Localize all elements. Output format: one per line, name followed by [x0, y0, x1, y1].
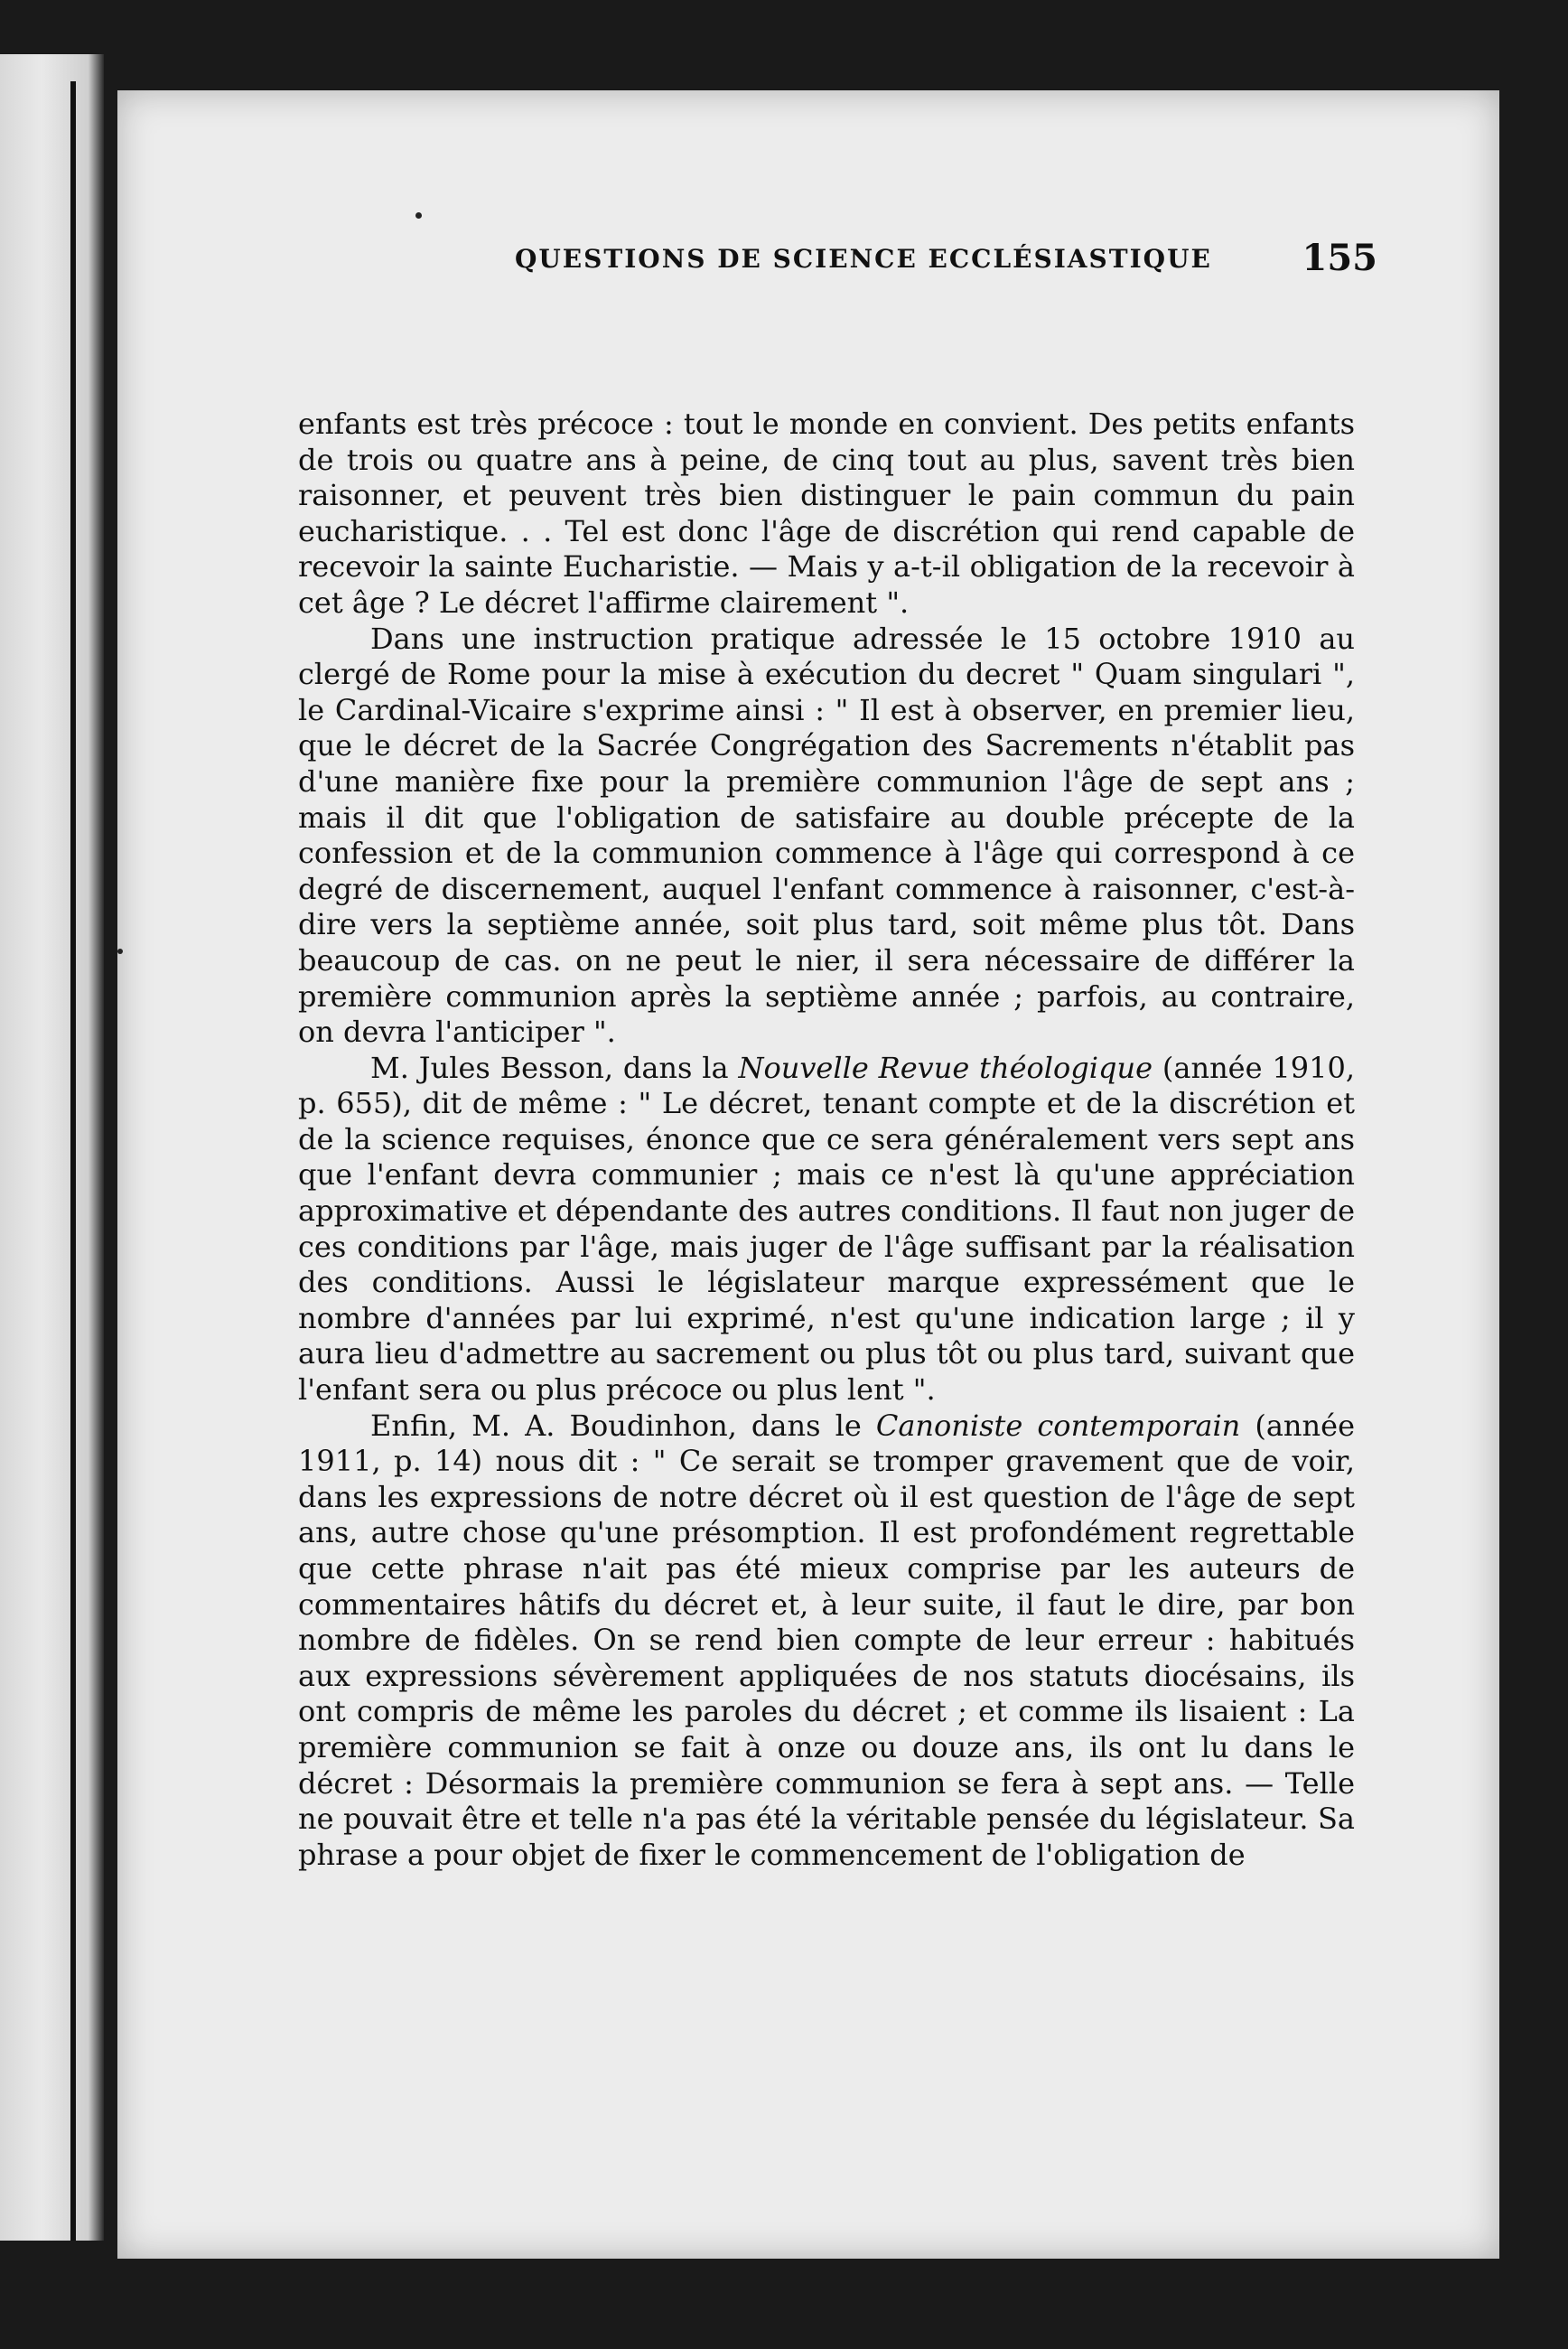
text-run: M. Jules Besson, dans la [370, 1050, 739, 1085]
paragraph: Dans une instruction pratique adressée le 15 octobre 1910 au clergé de Rome pour la mise à exécution du decret " Quam singulari ", le Cardinal-Vicaire s'exprime ainsi : " Il est à observer, en premier lieu, que le décret de la Sacrée Congrégation des Sacrements n'établit pas d'une manière fixe pour la première communion l'âge de sept ans ; mais il dit que l'obligation de satisfaire au double précepte de la confession et de la communion commence à l'âge qui correspond à ce degré de discernement, auquel l'enfant commence à raisonner, c'est-à-dire vers la septième année, soit plus tard, soit même plus tôt. Dans beaucoup de cas. on ne peut le nier, il sera nécessaire de différer la première communion après la septième année ; parfois, au contraire, on devra l'anticiper ". [298, 621, 1355, 1050]
ink-speck [117, 949, 123, 954]
page-number: 155 [1302, 237, 1377, 279]
journal-title: Canoniste contemporain [875, 1408, 1241, 1443]
binding-shadow [70, 81, 76, 2241]
ink-speck [415, 212, 422, 219]
adjacent-page-edge [0, 54, 104, 2241]
paragraph-continued: enfants est très précoce : tout le monde en convient. Des petits enfants de trois ou quatre ans à peine, de cinq tout au plus, savent très bien raisonner, et peuvent très bien distinguer le pain commun du pain eucharistique. . . Tel est donc l'âge de discrétion qui rend capable de recevoir la sainte Eucharistie. — Mais y a-t-il obligation de la recevoir à cet âge ? Le décret l'affirme clairement ". [298, 407, 1355, 620]
journal-title: Nouvelle Revue théologique [738, 1050, 1153, 1085]
text-run: Enfin, M. A. Boudinhon, dans le [370, 1408, 876, 1443]
body-text [298, 407, 1355, 1873]
running-title: QUESTIONS DE SCIENCE ECCLÉSIASTIQUE [515, 244, 1212, 274]
running-head [397, 237, 1377, 282]
paragraph [298, 1408, 1355, 1874]
paragraph [298, 1051, 1355, 1408]
text-run: (année 1911, p. 14) nous dit : " Ce serait se tromper gravement que de voir, dans les expressions de notre décret où il est question de l'âge de sept ans, autre chose qu'une présomption. Il est profondément regrettable que cette phrase n'ait pas été mieux comprise par les auteurs de commentaires hâtifs du décret et, à leur suite, il faut le dire, par bon nombre de fidèles. On se rend bien compte de leur erreur : habitués aux expressions sévèrement appliquées de nos statuts diocésains, ils ont compris de même les paroles du décret ; et comme ils lisaient : La première communion se fait à onze ou douze ans, ils ont lu dans le décret : Désormais la première communion se fera à sept ans. — Telle ne pouvait être et telle n'a pas été la véritable pensée du législateur. Sa phrase a pour objet de fixer le commencement de l'obligation de [298, 1408, 1356, 1872]
text-run: (année 1910, p. 655), dit de même : " Le décret, tenant compte et de la discrétion et de la science requises, énonce que ce sera généralement vers sept ans que l'enfant devra communier ; mais ce n'est là qu'une appréciation approximative et dépendante des autres conditions. Il faut non juger de ces conditions par l'âge, mais juger de l'âge suffisant par la réalisation des conditions. Aussi le législateur marque expressément que le nombre d'années par lui exprimé, n'est qu'une indication large ; il y aura lieu d'admettre au sacrement ou plus tôt ou plus tard, suivant que l'enfant sera ou plus précoce ou plus lent ". [298, 1050, 1356, 1408]
